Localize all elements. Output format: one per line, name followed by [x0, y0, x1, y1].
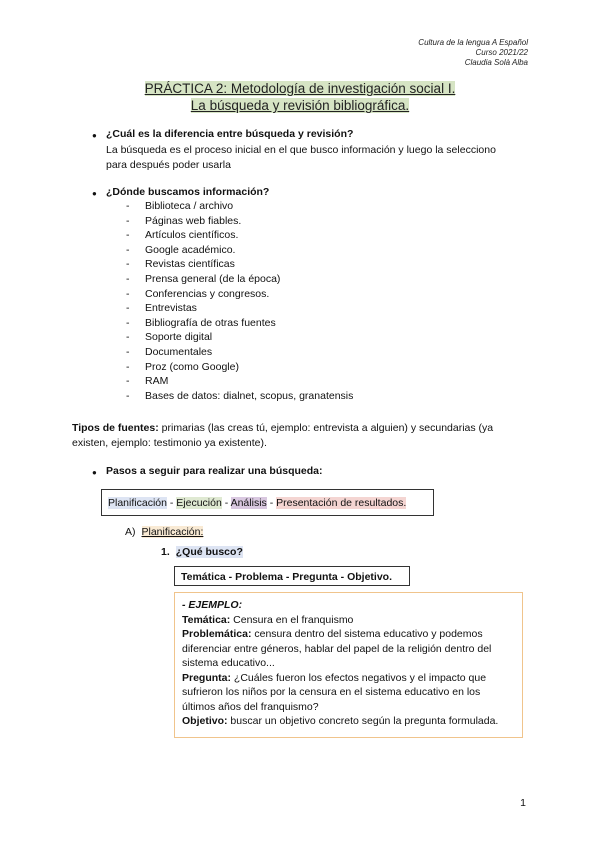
sources-types-line-1: Tipos de fuentes: primarias (las creas tú, ejemplo: entrevista a alguien) y secundarias (ya [72, 422, 494, 434]
header-course: Cultura de la lengua A Español [418, 38, 528, 47]
bullet-icon: ● [92, 189, 97, 198]
list-item: - Soporte digital [126, 330, 353, 345]
page-number: 1 [520, 797, 526, 809]
list-item: - Páginas web fiables. [126, 214, 353, 229]
answer-line-1: La búsqueda es el proceso inicial en el que busco información y luego la selecciono [106, 144, 496, 156]
example-problematica-line-3: sistema educativo... [182, 657, 275, 669]
step-results: Presentación de resultados. [276, 497, 407, 509]
bullet-icon: ● [92, 131, 97, 140]
list-item: - Artículos científicos. [126, 228, 353, 243]
bullet-icon: ● [92, 468, 97, 477]
list-item: - Conferencias y congresos. [126, 287, 353, 302]
topic-box: Temática - Problema - Pregunta - Objetivo. [174, 566, 410, 586]
list-item: - RAM [126, 374, 353, 389]
list-item: - Revistas científicas [126, 257, 353, 272]
sources-list [126, 199, 353, 403]
example-pregunta: Pregunta: ¿Cuáles fueron los efectos negativos y el impacto que [182, 671, 487, 684]
example-objetivo: Objetivo: buscar un objetivo concreto según la pregunta formulada. [182, 715, 499, 727]
title-line-2: La búsqueda y revisión bibliográfica. [190, 98, 410, 113]
header-author: Claudia Solà Alba [464, 58, 528, 67]
list-item: - Documentales [126, 345, 353, 360]
list-item: - Bibliografía de otras fuentes [126, 316, 353, 331]
subsection-a: A) Planificación: [125, 526, 204, 538]
sources-types-label: Tipos de fuentes: [72, 422, 159, 434]
step-analysis: Análisis [230, 497, 267, 509]
sources-types-line-2: existen, ejemplo: testimonio ya existente). [72, 437, 267, 449]
example-tematica: Temática: Censura en el franquismo [182, 613, 354, 626]
steps-box: Planificación - Ejecución - Análisis - Presentación de resultados. [101, 489, 434, 516]
example-problematica-line-2: diferenciar entre géneros, hablar del papel de la religión dentro del [182, 642, 492, 655]
example-pregunta-line-3: últimos años del franquismo? [182, 700, 319, 713]
question-difference: ¿Cuál es la diferencia entre búsqueda y revisión? [106, 128, 354, 140]
list-item: - Bases de datos: dialnet, scopus, granatensis [126, 389, 353, 404]
example-box [174, 592, 523, 738]
example-problematica: Problemática: censura dentro del sistema educativo y podemos [182, 628, 483, 640]
question-where: ¿Dónde buscamos información? [106, 186, 270, 198]
example-title: - EJEMPLO: [182, 599, 243, 611]
page-header [418, 38, 528, 68]
list-item: - Entrevistas [126, 301, 353, 316]
list-item: - Biblioteca / archivo [126, 199, 353, 214]
list-item: - Prensa general (de la época) [126, 272, 353, 287]
step-execution: Ejecución [176, 497, 222, 509]
list-item: - Google académico. [126, 243, 353, 258]
numbered-item-1: 1. ¿Qué busco? [161, 546, 243, 558]
subsection-a-label: Planificación: [141, 526, 204, 538]
list-item: - Proz (como Google) [126, 360, 353, 375]
header-year: Curso 2021/22 [475, 48, 528, 57]
numbered-item-1-label: ¿Qué busco? [175, 546, 243, 558]
answer-line-2: para después poder usarla [106, 159, 231, 171]
step-planning: Planificación [108, 497, 167, 509]
title-line-1: PRÁCTICA 2: Metodología de investigación social I. [144, 81, 456, 96]
example-pregunta-line-2: sufrieron los niños por la censura en el sistema educativo en los [182, 686, 481, 698]
steps-heading: Pasos a seguir para realizar una búsqueda: [106, 465, 323, 477]
